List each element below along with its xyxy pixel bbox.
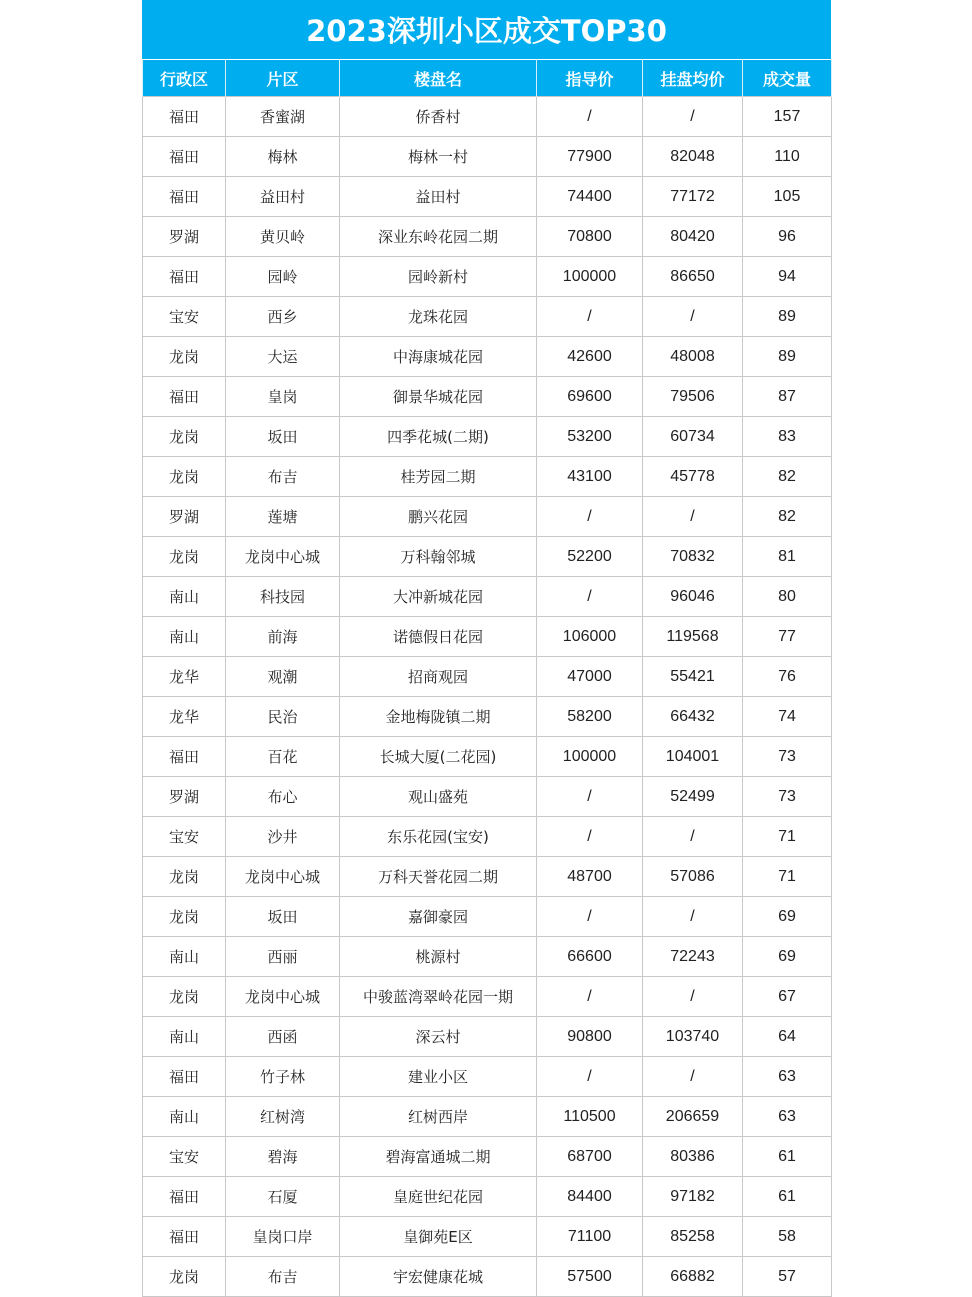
table-row [143, 577, 832, 617]
cell-transactions: 67 [743, 977, 832, 1017]
table-title: 2023深圳小区成交TOP30 [142, 0, 831, 60]
cell-area: 碧海 [226, 1137, 340, 1177]
cell-area: 竹子林 [226, 1057, 340, 1097]
cell-listing-avg-price: 48008 [643, 337, 743, 377]
cell-guide-price: 69600 [537, 377, 643, 417]
cell-transactions: 87 [743, 377, 832, 417]
cell-listing-avg-price: 82048 [643, 137, 743, 177]
cell-area: 园岭 [226, 257, 340, 297]
cell-guide-price: 106000 [537, 617, 643, 657]
cell-listing-avg-price: / [643, 1057, 743, 1097]
cell-area: 坂田 [226, 897, 340, 937]
cell-district: 龙华 [143, 657, 226, 697]
cell-transactions: 77 [743, 617, 832, 657]
cell-guide-price: 74400 [537, 177, 643, 217]
cell-listing-avg-price: / [643, 97, 743, 137]
cell-listing-avg-price: 60734 [643, 417, 743, 457]
cell-district: 南山 [143, 1017, 226, 1057]
ranking-table [142, 60, 832, 1297]
cell-guide-price: 43100 [537, 457, 643, 497]
cell-area: 皇岗口岸 [226, 1217, 340, 1257]
cell-guide-price: / [537, 1057, 643, 1097]
cell-district: 罗湖 [143, 217, 226, 257]
cell-estate-name: 万科天誉花园二期 [340, 857, 537, 897]
cell-area: 石厦 [226, 1177, 340, 1217]
cell-area: 坂田 [226, 417, 340, 457]
table-row [143, 657, 832, 697]
cell-district: 龙岗 [143, 857, 226, 897]
cell-area: 前海 [226, 617, 340, 657]
cell-guide-price: 100000 [537, 737, 643, 777]
cell-district: 宝安 [143, 1137, 226, 1177]
cell-listing-avg-price: 96046 [643, 577, 743, 617]
cell-guide-price: 47000 [537, 657, 643, 697]
table-row [143, 497, 832, 537]
cell-area: 龙岗中心城 [226, 857, 340, 897]
cell-transactions: 110 [743, 137, 832, 177]
cell-transactions: 157 [743, 97, 832, 137]
cell-transactions: 69 [743, 897, 832, 937]
cell-transactions: 71 [743, 857, 832, 897]
table-row [143, 1177, 832, 1217]
cell-transactions: 69 [743, 937, 832, 977]
cell-guide-price: 48700 [537, 857, 643, 897]
cell-guide-price: / [537, 817, 643, 857]
cell-district: 龙岗 [143, 337, 226, 377]
cell-district: 南山 [143, 1097, 226, 1137]
cell-transactions: 82 [743, 497, 832, 537]
cell-listing-avg-price: 97182 [643, 1177, 743, 1217]
cell-transactions: 74 [743, 697, 832, 737]
cell-listing-avg-price: 77172 [643, 177, 743, 217]
cell-area: 龙岗中心城 [226, 977, 340, 1017]
cell-listing-avg-price: 66882 [643, 1257, 743, 1297]
cell-estate-name: 东乐花园(宝安) [340, 817, 537, 857]
cell-guide-price: 100000 [537, 257, 643, 297]
cell-listing-avg-price: 104001 [643, 737, 743, 777]
column-header-area: 片区 [226, 60, 340, 97]
cell-listing-avg-price: 80420 [643, 217, 743, 257]
table-row [143, 1057, 832, 1097]
cell-guide-price: 52200 [537, 537, 643, 577]
cell-transactions: 80 [743, 577, 832, 617]
cell-estate-name: 园岭新村 [340, 257, 537, 297]
cell-estate-name: 皇庭世纪花园 [340, 1177, 537, 1217]
cell-listing-avg-price: / [643, 297, 743, 337]
ranking-table-container [142, 0, 831, 1297]
cell-estate-name: 桃源村 [340, 937, 537, 977]
column-header-listing-avg-price: 挂盘均价 [643, 60, 743, 97]
table-row [143, 897, 832, 937]
cell-guide-price: / [537, 577, 643, 617]
cell-guide-price: 90800 [537, 1017, 643, 1057]
cell-listing-avg-price: 103740 [643, 1017, 743, 1057]
cell-estate-name: 金地梅陇镇二期 [340, 697, 537, 737]
cell-district: 福田 [143, 137, 226, 177]
cell-transactions: 94 [743, 257, 832, 297]
cell-district: 福田 [143, 1057, 226, 1097]
cell-transactions: 64 [743, 1017, 832, 1057]
cell-guide-price: 66600 [537, 937, 643, 977]
cell-transactions: 57 [743, 1257, 832, 1297]
cell-estate-name: 深业东岭花园二期 [340, 217, 537, 257]
table-row [143, 857, 832, 897]
cell-guide-price: / [537, 497, 643, 537]
cell-listing-avg-price: 45778 [643, 457, 743, 497]
cell-district: 福田 [143, 97, 226, 137]
cell-estate-name: 桂芳园二期 [340, 457, 537, 497]
table-row [143, 457, 832, 497]
cell-estate-name: 大冲新城花园 [340, 577, 537, 617]
cell-area: 布心 [226, 777, 340, 817]
cell-transactions: 89 [743, 337, 832, 377]
cell-area: 观潮 [226, 657, 340, 697]
table-row [143, 377, 832, 417]
cell-estate-name: 嘉御豪园 [340, 897, 537, 937]
cell-area: 黄贝岭 [226, 217, 340, 257]
cell-guide-price: / [537, 897, 643, 937]
cell-estate-name: 观山盛苑 [340, 777, 537, 817]
cell-estate-name: 龙珠花园 [340, 297, 537, 337]
cell-transactions: 89 [743, 297, 832, 337]
table-row [143, 1017, 832, 1057]
cell-district: 福田 [143, 737, 226, 777]
cell-area: 沙井 [226, 817, 340, 857]
cell-district: 福田 [143, 377, 226, 417]
cell-estate-name: 梅林一村 [340, 137, 537, 177]
cell-guide-price: 58200 [537, 697, 643, 737]
cell-guide-price: / [537, 97, 643, 137]
cell-transactions: 82 [743, 457, 832, 497]
cell-estate-name: 四季花城(二期) [340, 417, 537, 457]
cell-guide-price: / [537, 977, 643, 1017]
cell-guide-price: 71100 [537, 1217, 643, 1257]
table-row [143, 217, 832, 257]
cell-district: 宝安 [143, 297, 226, 337]
table-row [143, 337, 832, 377]
cell-district: 龙岗 [143, 897, 226, 937]
cell-district: 罗湖 [143, 777, 226, 817]
table-row [143, 1257, 832, 1297]
cell-district: 龙岗 [143, 1257, 226, 1297]
cell-district: 南山 [143, 617, 226, 657]
cell-estate-name: 益田村 [340, 177, 537, 217]
cell-area: 布吉 [226, 457, 340, 497]
cell-area: 香蜜湖 [226, 97, 340, 137]
cell-guide-price: 57500 [537, 1257, 643, 1297]
table-row [143, 817, 832, 857]
table-row [143, 1097, 832, 1137]
cell-district: 龙华 [143, 697, 226, 737]
cell-area: 大运 [226, 337, 340, 377]
table-row [143, 297, 832, 337]
cell-district: 龙岗 [143, 457, 226, 497]
cell-listing-avg-price: / [643, 497, 743, 537]
cell-district: 龙岗 [143, 417, 226, 457]
table-row [143, 417, 832, 457]
cell-listing-avg-price: 72243 [643, 937, 743, 977]
cell-guide-price: 70800 [537, 217, 643, 257]
table-row [143, 1217, 832, 1257]
cell-guide-price: / [537, 297, 643, 337]
cell-estate-name: 中海康城花园 [340, 337, 537, 377]
cell-estate-name: 诺德假日花园 [340, 617, 537, 657]
cell-guide-price: 42600 [537, 337, 643, 377]
cell-guide-price: 84400 [537, 1177, 643, 1217]
cell-listing-avg-price: / [643, 817, 743, 857]
cell-transactions: 58 [743, 1217, 832, 1257]
cell-listing-avg-price: 70832 [643, 537, 743, 577]
column-header-estate-name: 楼盘名 [340, 60, 537, 97]
cell-district: 罗湖 [143, 497, 226, 537]
cell-estate-name: 御景华城花园 [340, 377, 537, 417]
cell-listing-avg-price: 79506 [643, 377, 743, 417]
cell-listing-avg-price: / [643, 977, 743, 1017]
cell-transactions: 76 [743, 657, 832, 697]
cell-estate-name: 建业小区 [340, 1057, 537, 1097]
cell-estate-name: 鹏兴花园 [340, 497, 537, 537]
table-row [143, 777, 832, 817]
cell-listing-avg-price: 55421 [643, 657, 743, 697]
cell-area: 梅林 [226, 137, 340, 177]
cell-district: 龙岗 [143, 977, 226, 1017]
cell-transactions: 61 [743, 1177, 832, 1217]
table-row [143, 137, 832, 177]
cell-district: 福田 [143, 257, 226, 297]
table-row [143, 1137, 832, 1177]
cell-estate-name: 中骏蓝湾翠岭花园一期 [340, 977, 537, 1017]
cell-area: 百花 [226, 737, 340, 777]
cell-estate-name: 侨香村 [340, 97, 537, 137]
table-row [143, 937, 832, 977]
cell-area: 西乡 [226, 297, 340, 337]
table-row [143, 617, 832, 657]
cell-area: 西函 [226, 1017, 340, 1057]
cell-transactions: 73 [743, 737, 832, 777]
table-row [143, 697, 832, 737]
cell-guide-price: 110500 [537, 1097, 643, 1137]
cell-listing-avg-price: 86650 [643, 257, 743, 297]
cell-guide-price: 53200 [537, 417, 643, 457]
cell-estate-name: 红树西岸 [340, 1097, 537, 1137]
cell-area: 红树湾 [226, 1097, 340, 1137]
cell-estate-name: 宇宏健康花城 [340, 1257, 537, 1297]
cell-estate-name: 碧海富通城二期 [340, 1137, 537, 1177]
cell-listing-avg-price: 66432 [643, 697, 743, 737]
table-row [143, 177, 832, 217]
table-row [143, 977, 832, 1017]
cell-transactions: 83 [743, 417, 832, 457]
cell-district: 龙岗 [143, 537, 226, 577]
cell-area: 布吉 [226, 1257, 340, 1297]
cell-transactions: 105 [743, 177, 832, 217]
cell-estate-name: 深云村 [340, 1017, 537, 1057]
cell-listing-avg-price: / [643, 897, 743, 937]
cell-area: 民治 [226, 697, 340, 737]
cell-estate-name: 万科翰邻城 [340, 537, 537, 577]
cell-estate-name: 长城大厦(二花园) [340, 737, 537, 777]
cell-listing-avg-price: 85258 [643, 1217, 743, 1257]
cell-district: 南山 [143, 937, 226, 977]
table-row [143, 257, 832, 297]
table-row [143, 97, 832, 137]
cell-transactions: 63 [743, 1097, 832, 1137]
cell-transactions: 73 [743, 777, 832, 817]
column-header-district: 行政区 [143, 60, 226, 97]
cell-area: 西丽 [226, 937, 340, 977]
cell-listing-avg-price: 57086 [643, 857, 743, 897]
cell-transactions: 71 [743, 817, 832, 857]
cell-guide-price: / [537, 777, 643, 817]
cell-guide-price: 68700 [537, 1137, 643, 1177]
cell-estate-name: 招商观园 [340, 657, 537, 697]
cell-district: 宝安 [143, 817, 226, 857]
cell-transactions: 63 [743, 1057, 832, 1097]
column-header-transactions: 成交量 [743, 60, 832, 97]
cell-transactions: 61 [743, 1137, 832, 1177]
table-row [143, 537, 832, 577]
cell-district: 南山 [143, 577, 226, 617]
cell-transactions: 96 [743, 217, 832, 257]
cell-district: 福田 [143, 1177, 226, 1217]
cell-listing-avg-price: 52499 [643, 777, 743, 817]
cell-area: 莲塘 [226, 497, 340, 537]
cell-transactions: 81 [743, 537, 832, 577]
cell-area: 龙岗中心城 [226, 537, 340, 577]
cell-area: 科技园 [226, 577, 340, 617]
cell-listing-avg-price: 80386 [643, 1137, 743, 1177]
cell-listing-avg-price: 206659 [643, 1097, 743, 1137]
cell-guide-price: 77900 [537, 137, 643, 177]
table-row [143, 737, 832, 777]
cell-area: 益田村 [226, 177, 340, 217]
header-row [143, 60, 832, 97]
cell-listing-avg-price: 119568 [643, 617, 743, 657]
cell-area: 皇岗 [226, 377, 340, 417]
cell-district: 福田 [143, 1217, 226, 1257]
cell-district: 福田 [143, 177, 226, 217]
cell-estate-name: 皇御苑E区 [340, 1217, 537, 1257]
column-header-guide-price: 指导价 [537, 60, 643, 97]
